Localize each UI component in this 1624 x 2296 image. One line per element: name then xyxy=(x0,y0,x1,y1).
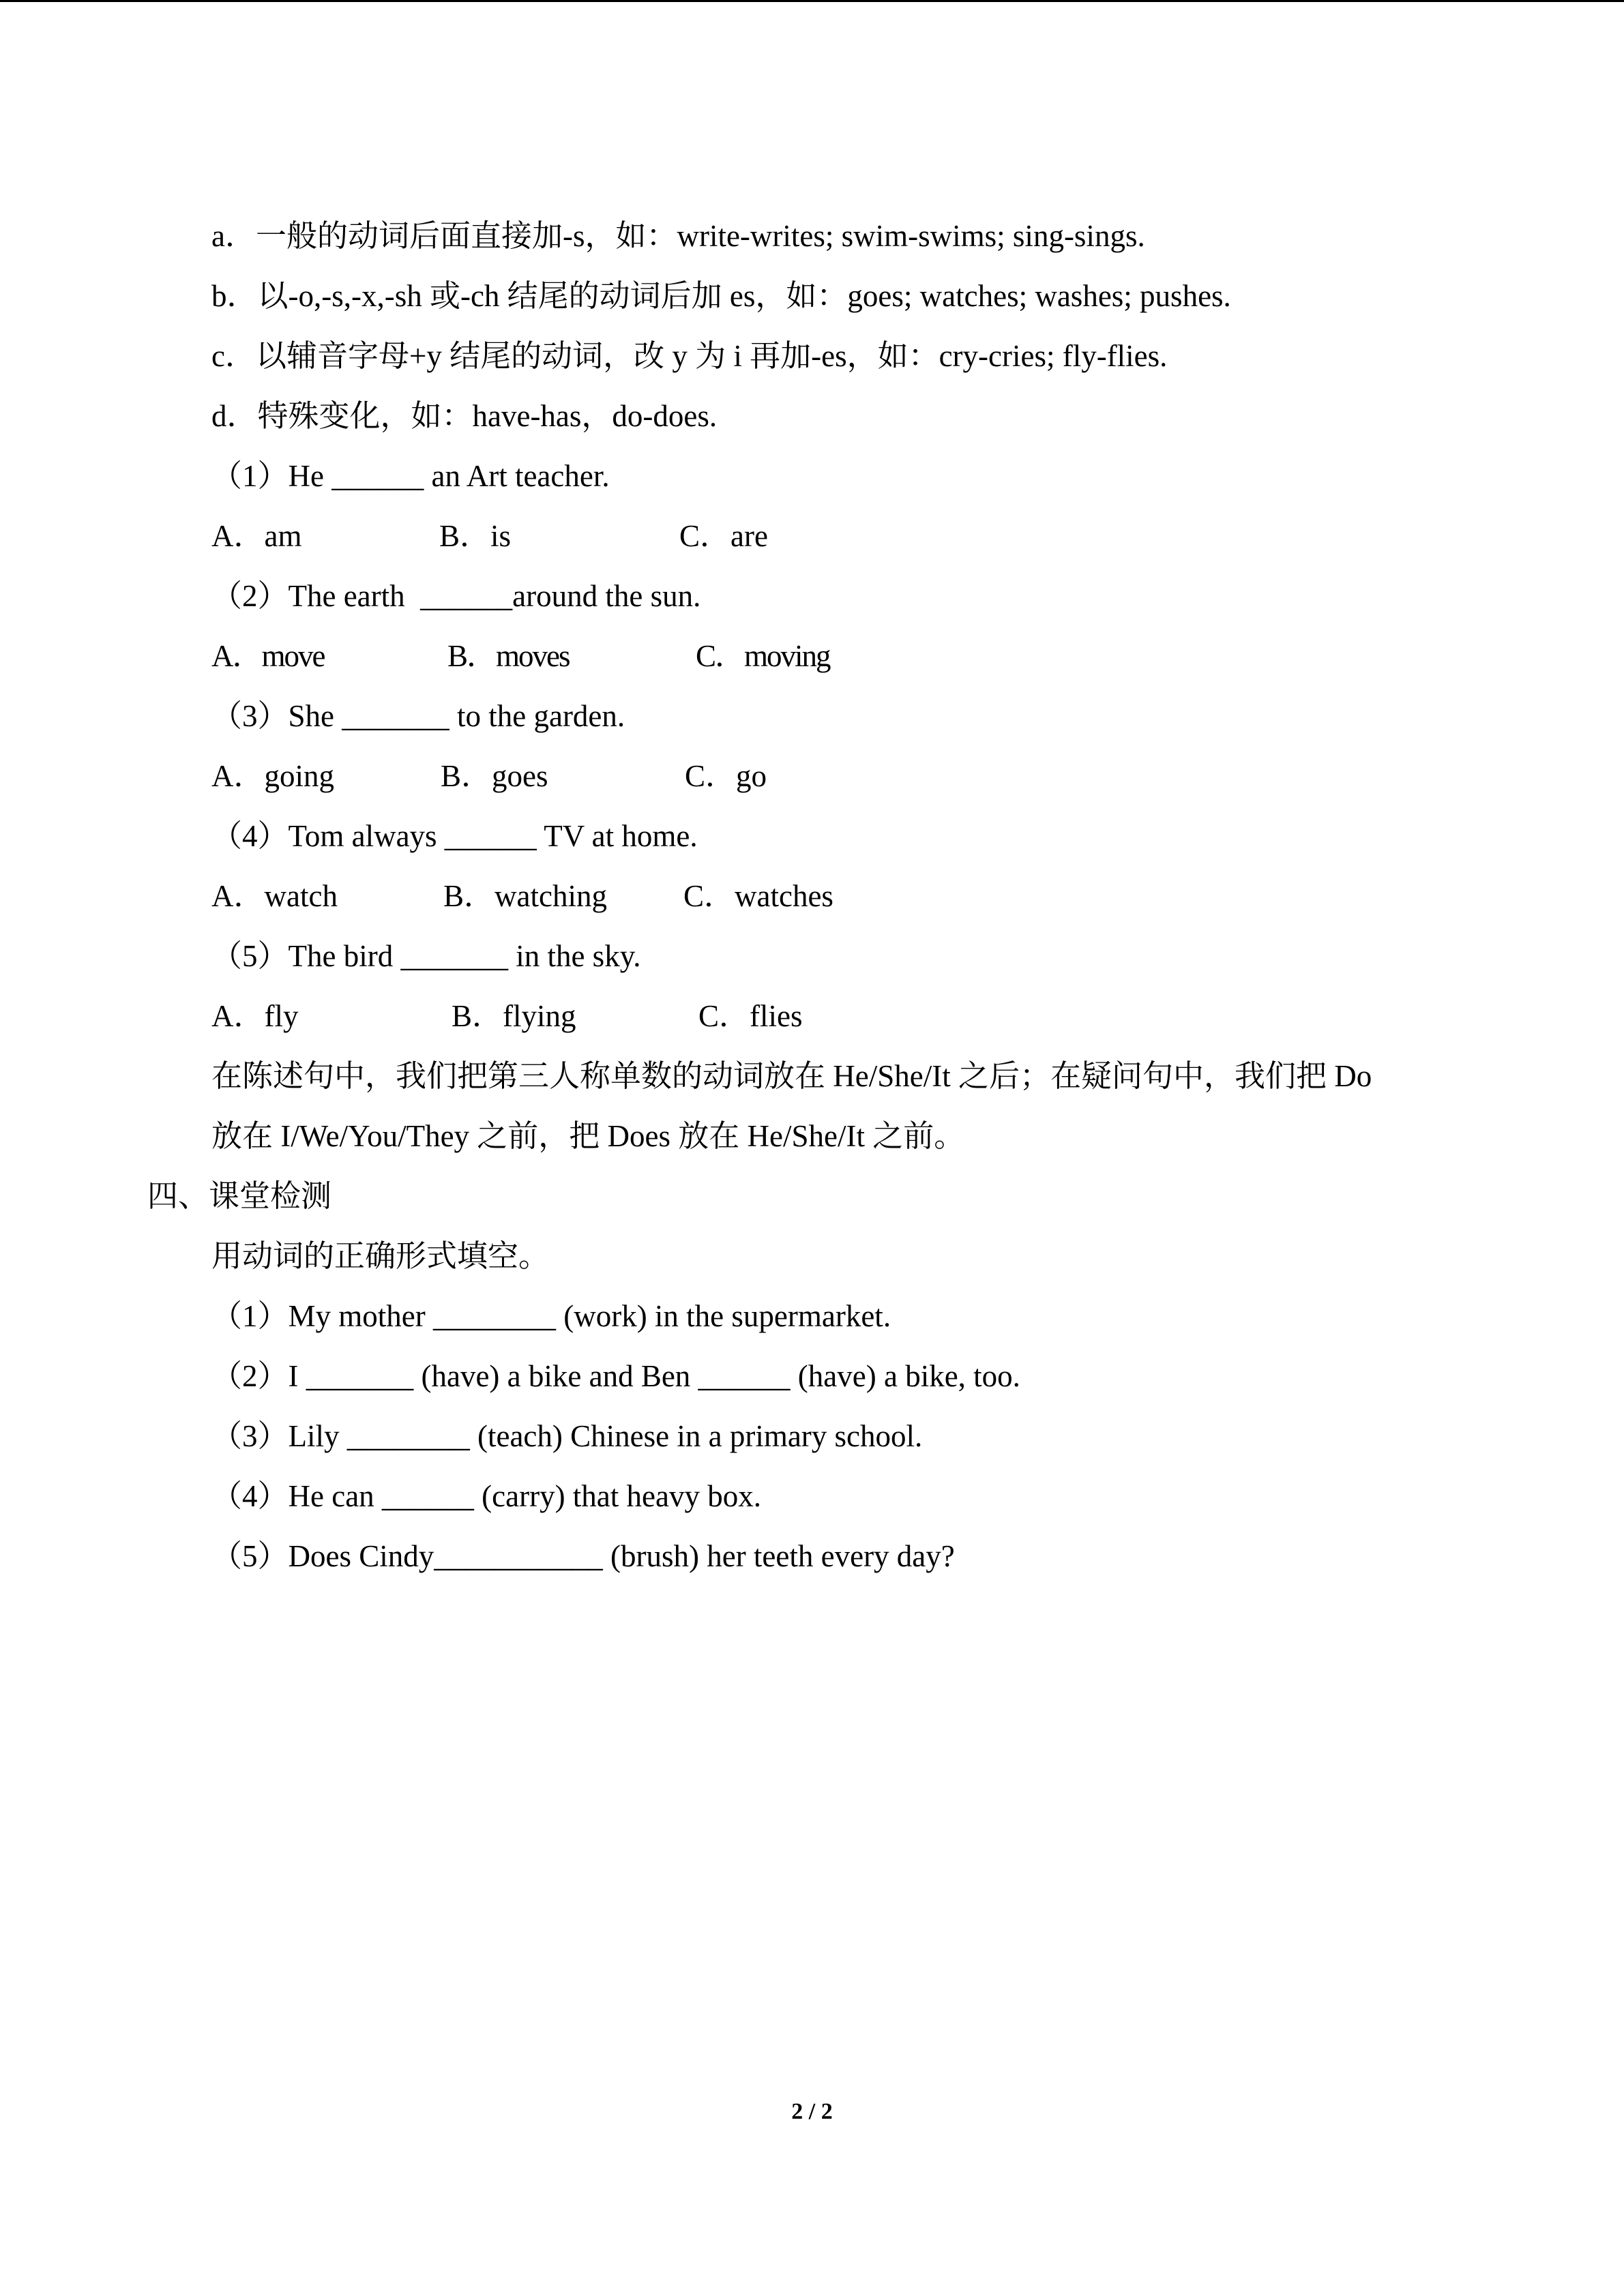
question-3-stem: （3）She _______ to the garden. xyxy=(211,699,625,733)
question-2-option-c: C．moving xyxy=(696,639,830,673)
exercise-item-2: （2）I _______ (have) a bike and Ben ______ (have) a bike, too. xyxy=(211,1359,1020,1393)
question-5-option-b: B．flying xyxy=(452,999,576,1033)
exercise-item-3: （3）Lily ________ (teach) Chinese in a primary school. xyxy=(211,1419,923,1453)
page-number: 2 / 2 xyxy=(791,2099,833,2124)
question-2-stem: （2）The earth ______around the sun. xyxy=(211,579,701,613)
section-instruction: 用动词的正确形式填空。 xyxy=(211,1239,550,1273)
question-1-stem: （1）He ______ an Art teacher. xyxy=(211,459,610,493)
question-1-option-b: B．is xyxy=(439,519,512,553)
rule-d: d．特殊变化，如：have-has，do-does. xyxy=(211,399,718,433)
question-2-option-a: A．move xyxy=(211,639,325,673)
exercise-item-4: （4）He can ______ (carry) that heavy box. xyxy=(211,1479,761,1513)
question-3-option-b: B．goes xyxy=(441,759,548,793)
rule-b: b．以-o,-s,-x,-sh 或-ch 结尾的动词后加 es，如：goes; watches; washes; pushes. xyxy=(211,279,1231,313)
top-border-line xyxy=(0,0,1624,2)
question-4-option-a: A．watch xyxy=(211,879,338,913)
section-heading: 四、课堂检测 xyxy=(147,1179,332,1213)
question-3-option-c: C．go xyxy=(685,759,767,793)
question-3-option-a: A．going xyxy=(211,759,335,793)
question-1-option-c: C．are xyxy=(679,519,768,553)
question-5-stem: （5）The bird _______ in the sky. xyxy=(211,939,641,973)
exercise-item-5: （5）Does Cindy___________ (brush) her teeth every day? xyxy=(211,1539,955,1573)
question-1-option-a: A．am xyxy=(211,519,302,553)
rule-c: c．以辅音字母+y 结尾的动词，改 y 为 i 再加-es，如：cry-cries; fly-flies. xyxy=(211,339,1168,373)
question-4-stem: （4）Tom always ______ TV at home. xyxy=(211,819,698,853)
question-5-option-a: A．fly xyxy=(211,999,299,1033)
question-4-option-c: C．watches xyxy=(683,879,833,913)
summary-line-2: 放在 I/We/You/They 之前，把 Does 放在 He/She/It 之前。 xyxy=(211,1119,965,1153)
question-2-option-b: B．moves xyxy=(447,639,570,673)
rule-a: a．一般的动词后面直接加-s，如：write-writes; swim-swims; sing-sings. xyxy=(211,219,1145,253)
exercise-item-1: （1）My mother ________ (work) in the supermarket. xyxy=(211,1299,891,1333)
question-5-option-c: C．flies xyxy=(698,999,803,1033)
summary-line-1: 在陈述句中，我们把第三人称单数的动词放在 He/She/It 之后；在疑问句中，我们把 Do xyxy=(211,1059,1372,1093)
question-4-option-b: B．watching xyxy=(443,879,607,913)
